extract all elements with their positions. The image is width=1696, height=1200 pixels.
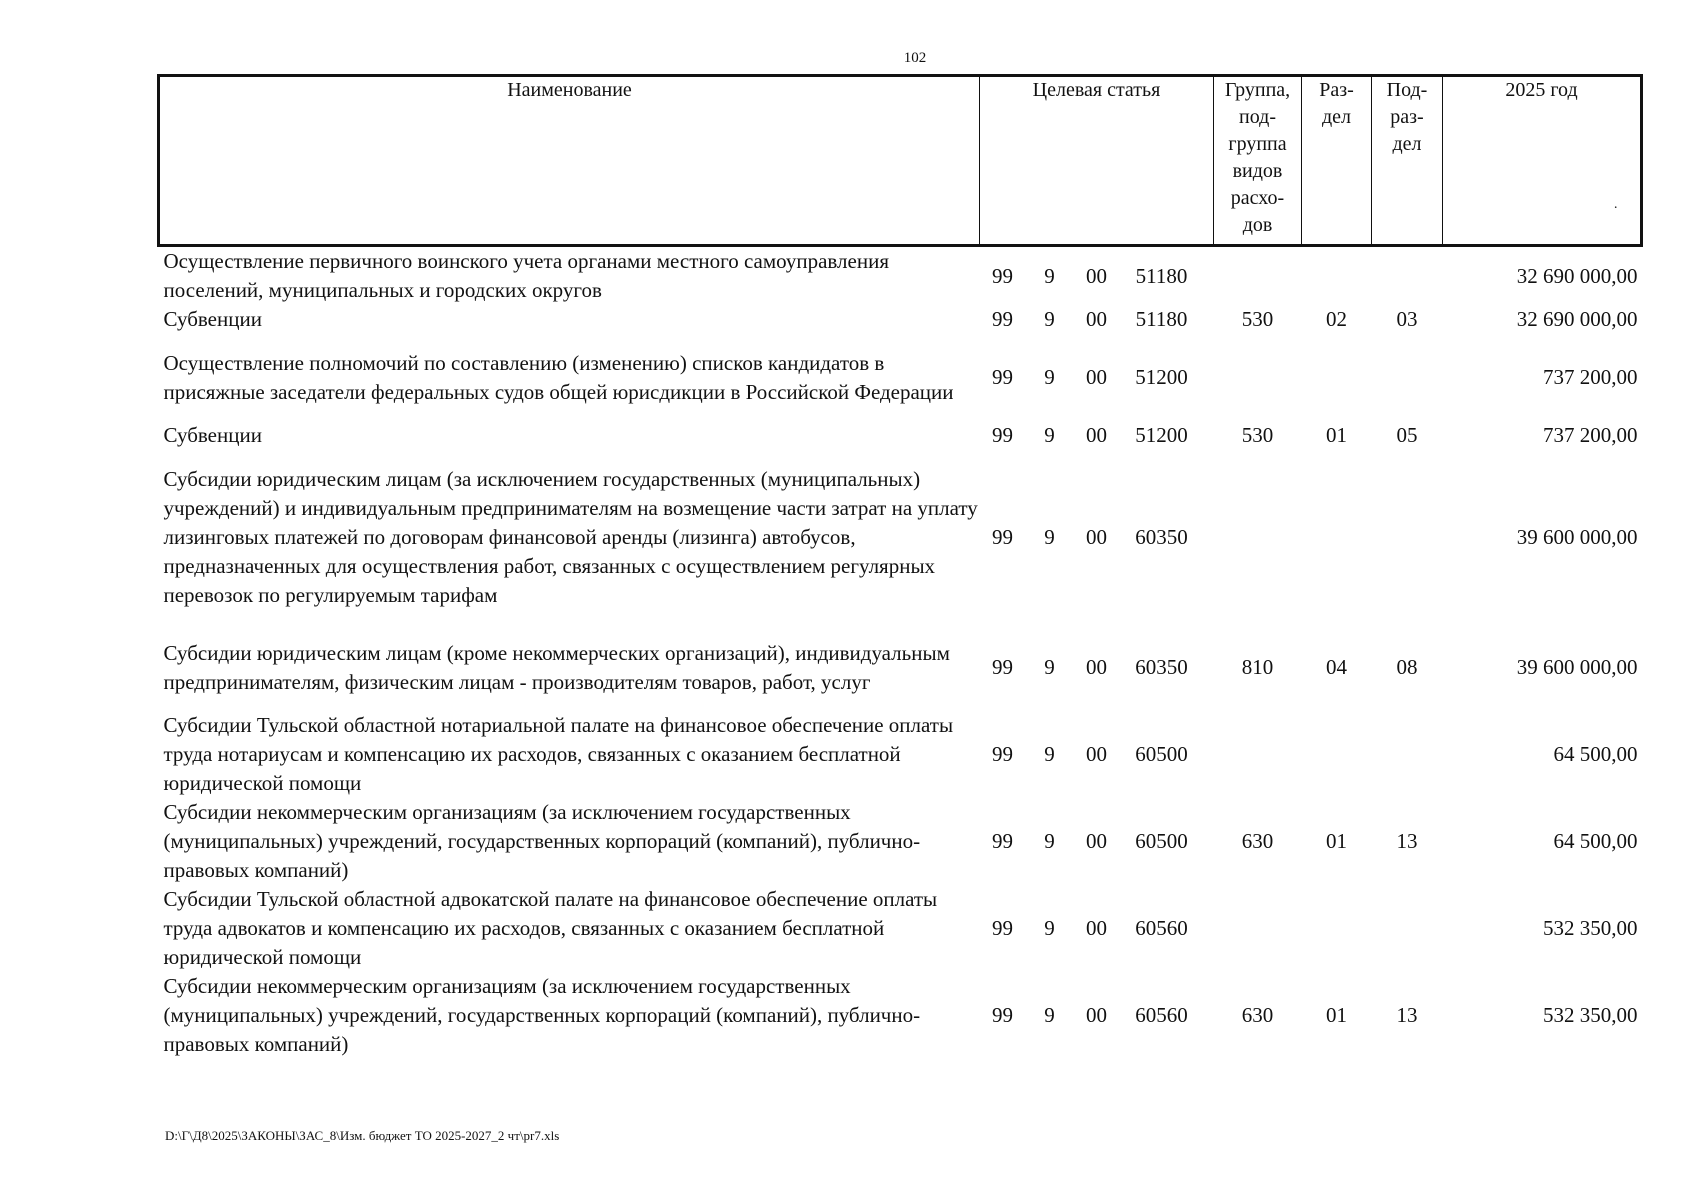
row-section: 01 [1326,829,1347,853]
row-name: Осуществление первичного воинского учета органами местного самоуправления поселений, муниципальных и городских округов [163,249,889,302]
row-section [1302,450,1372,624]
row-ts-direction: 60500 [1135,742,1188,766]
row-target-article [980,885,1214,972]
row-target-article [980,246,1214,306]
row-ts-program: 99 [992,307,1013,331]
row-name: Субсидии некоммерческим организациям (за исключением государственных (муниципальных) учреждений, государственных корпораций (компаний), публично-правовых компаний) [163,800,921,882]
header-subsection [1372,76,1443,246]
row-name: Субсидии некоммерческим организациям (за исключением государственных (муниципальных) учреждений, государственных корпораций (компаний), публично-правовых компаний) [163,974,921,1056]
row-ts-direction: 60350 [1135,655,1188,679]
header-group [1214,76,1302,246]
row-ts-block: 00 [1086,307,1107,331]
row-amount: 64 500,00 [1553,742,1638,766]
row-ts-direction: 60500 [1135,829,1188,853]
row-ts-direction: 51180 [1135,263,1188,288]
footer-file-path: D:\Г\Д8\2025\ЗАКОНЫ\ЗАС_8\Изм. бюджет ТО 2025-2027_2 чт\pr7.xls [165,1128,560,1143]
row-ts-subprogram: 9 [1044,524,1055,549]
row-ts-program: 99 [992,263,1013,288]
header-section-text: Раз- дел [1319,79,1354,128]
table-row [159,624,1642,711]
row-group [1214,334,1302,421]
row-ts-program: 99 [992,423,1013,447]
row-ts-subprogram: 9 [1044,829,1055,853]
header-year [1443,76,1642,246]
row-group [1214,450,1302,624]
header-group-text: Группа, под- группа видов расхо- дов [1224,79,1291,236]
row-ts-program: 99 [992,742,1013,766]
row-target-article [980,421,1214,450]
row-ts-direction: 60350 [1135,524,1188,549]
row-ts-block: 00 [1086,365,1107,389]
row-group: 810 [1241,655,1274,679]
row-target-article [980,798,1214,885]
row-ts-block: 00 [1086,742,1107,766]
header-section [1302,76,1372,246]
row-subsection [1372,450,1443,624]
table-row [159,798,1642,885]
row-ts-program: 99 [992,1003,1013,1027]
table-row [159,334,1642,421]
row-group: 630 [1241,829,1274,853]
row-section: 01 [1326,423,1347,447]
row-name: Субсидии Тульской областной адвокатской палате на финансовое обеспечение оплаты труда адвокатов и компенсацию их расходов, связанных с оказанием бесплатной юридической помощи [163,887,938,969]
row-ts-subprogram: 9 [1044,1003,1055,1027]
table-row [159,450,1642,624]
table-row [159,305,1642,334]
row-ts-program: 99 [992,524,1013,549]
row-group [1214,885,1302,972]
row-ts-subprogram: 9 [1044,307,1055,331]
budget-table [157,74,1643,1059]
row-group: 530 [1241,423,1274,447]
row-target-article [980,305,1214,334]
row-amount: 737 200,00 [1543,423,1638,447]
row-subsection [1372,885,1443,972]
header-target-article: Целевая статья [980,76,1214,246]
row-ts-program: 99 [992,829,1013,853]
row-amount: 39 600 000,00 [1516,655,1638,679]
row-ts-direction: 51200 [1135,365,1188,389]
header-year-text: 2025 год [1505,79,1578,101]
table-header [159,76,1642,246]
row-name: Субвенции [163,307,262,331]
row-section: 02 [1326,307,1347,331]
row-ts-direction: 60560 [1135,1003,1188,1027]
row-amount: 737 200,00 [1543,365,1638,389]
row-amount: 32 690 000,00 [1516,263,1638,288]
row-name: Субсидии юридическим лицам (за исключением государственных (муниципальных) учреждений) и индивидуальным предпринимателям на возмещение части затрат на уплату лизинговых платежей по договорам финансовой аренды (лизинга) автобусов, предназначенных для осуществления работ, связанных с осуществлением регулярных перевозок по регулируемым тарифам [163,466,978,607]
row-group: 530 [1241,307,1274,331]
row-ts-direction: 51200 [1135,423,1188,447]
row-ts-subprogram: 9 [1044,365,1055,389]
row-ts-subprogram: 9 [1044,655,1055,679]
row-section [1302,711,1372,798]
page-number: 102 [903,50,927,66]
row-subsection [1372,246,1443,306]
row-group: 630 [1241,1003,1274,1027]
row-ts-program: 99 [992,916,1013,940]
row-ts-direction: 51180 [1135,307,1188,331]
row-target-article [980,711,1214,798]
row-name: Субвенции [163,423,262,447]
row-name: Осуществление полномочий по составлению (изменению) списков кандидатов в присяжные заседатели федеральных судов общей юрисдикции в Российской Федерации [163,350,954,404]
row-amount: 32 690 000,00 [1516,307,1638,331]
row-target-article [980,334,1214,421]
row-amount: 532 350,00 [1543,916,1638,940]
row-ts-block: 00 [1086,1003,1107,1027]
row-subsection: 08 [1396,655,1418,679]
row-ts-block: 00 [1086,423,1107,447]
table-row [159,885,1642,972]
table-body [159,246,1642,1060]
row-ts-subprogram: 9 [1044,423,1055,447]
row-target-article [980,972,1214,1059]
row-name: Субсидии Тульской областной нотариальной палате на финансовое обеспечение оплаты труда нотариусам и компенсацию их расходов, связанных с оказанием бесплатной юридической помощи [163,713,954,795]
row-ts-block: 00 [1086,524,1107,549]
row-ts-subprogram: 9 [1044,263,1055,288]
row-ts-block: 00 [1086,916,1107,940]
row-ts-subprogram: 9 [1044,742,1055,766]
row-ts-program: 99 [992,655,1013,679]
row-subsection: 03 [1396,307,1418,331]
header-dot: · [1613,201,1618,216]
row-target-article [980,624,1214,711]
row-amount: 64 500,00 [1553,829,1638,853]
row-section: 01 [1326,1003,1347,1027]
row-name: Субсидии юридическим лицам (кроме некоммерческих организаций), индивидуальным предпринимателям, физическим лицам - производителям товаров, работ, услуг [163,640,950,694]
header-name: Наименование [159,76,980,246]
row-ts-direction: 60560 [1135,916,1188,940]
row-subsection [1372,334,1443,421]
row-target-article [980,450,1214,624]
row-amount: 532 350,00 [1543,1003,1638,1027]
row-section [1302,334,1372,421]
row-group [1214,246,1302,306]
header-subsection-text: Под- раз- дел [1386,79,1428,155]
row-section: 04 [1326,655,1347,679]
row-subsection: 05 [1396,423,1418,447]
row-subsection: 13 [1396,1003,1418,1027]
row-ts-block: 00 [1086,829,1107,853]
table-row [159,421,1642,450]
row-subsection: 13 [1396,829,1418,853]
table-row [159,246,1642,306]
row-ts-subprogram: 9 [1044,916,1055,940]
table-row [159,972,1642,1059]
row-subsection [1372,711,1443,798]
row-ts-program: 99 [992,365,1013,389]
row-ts-block: 00 [1086,655,1107,679]
row-group [1214,711,1302,798]
row-section [1302,246,1372,306]
row-amount: 39 600 000,00 [1516,524,1638,549]
table-row [159,711,1642,798]
row-section [1302,885,1372,972]
row-ts-block: 00 [1086,263,1107,288]
